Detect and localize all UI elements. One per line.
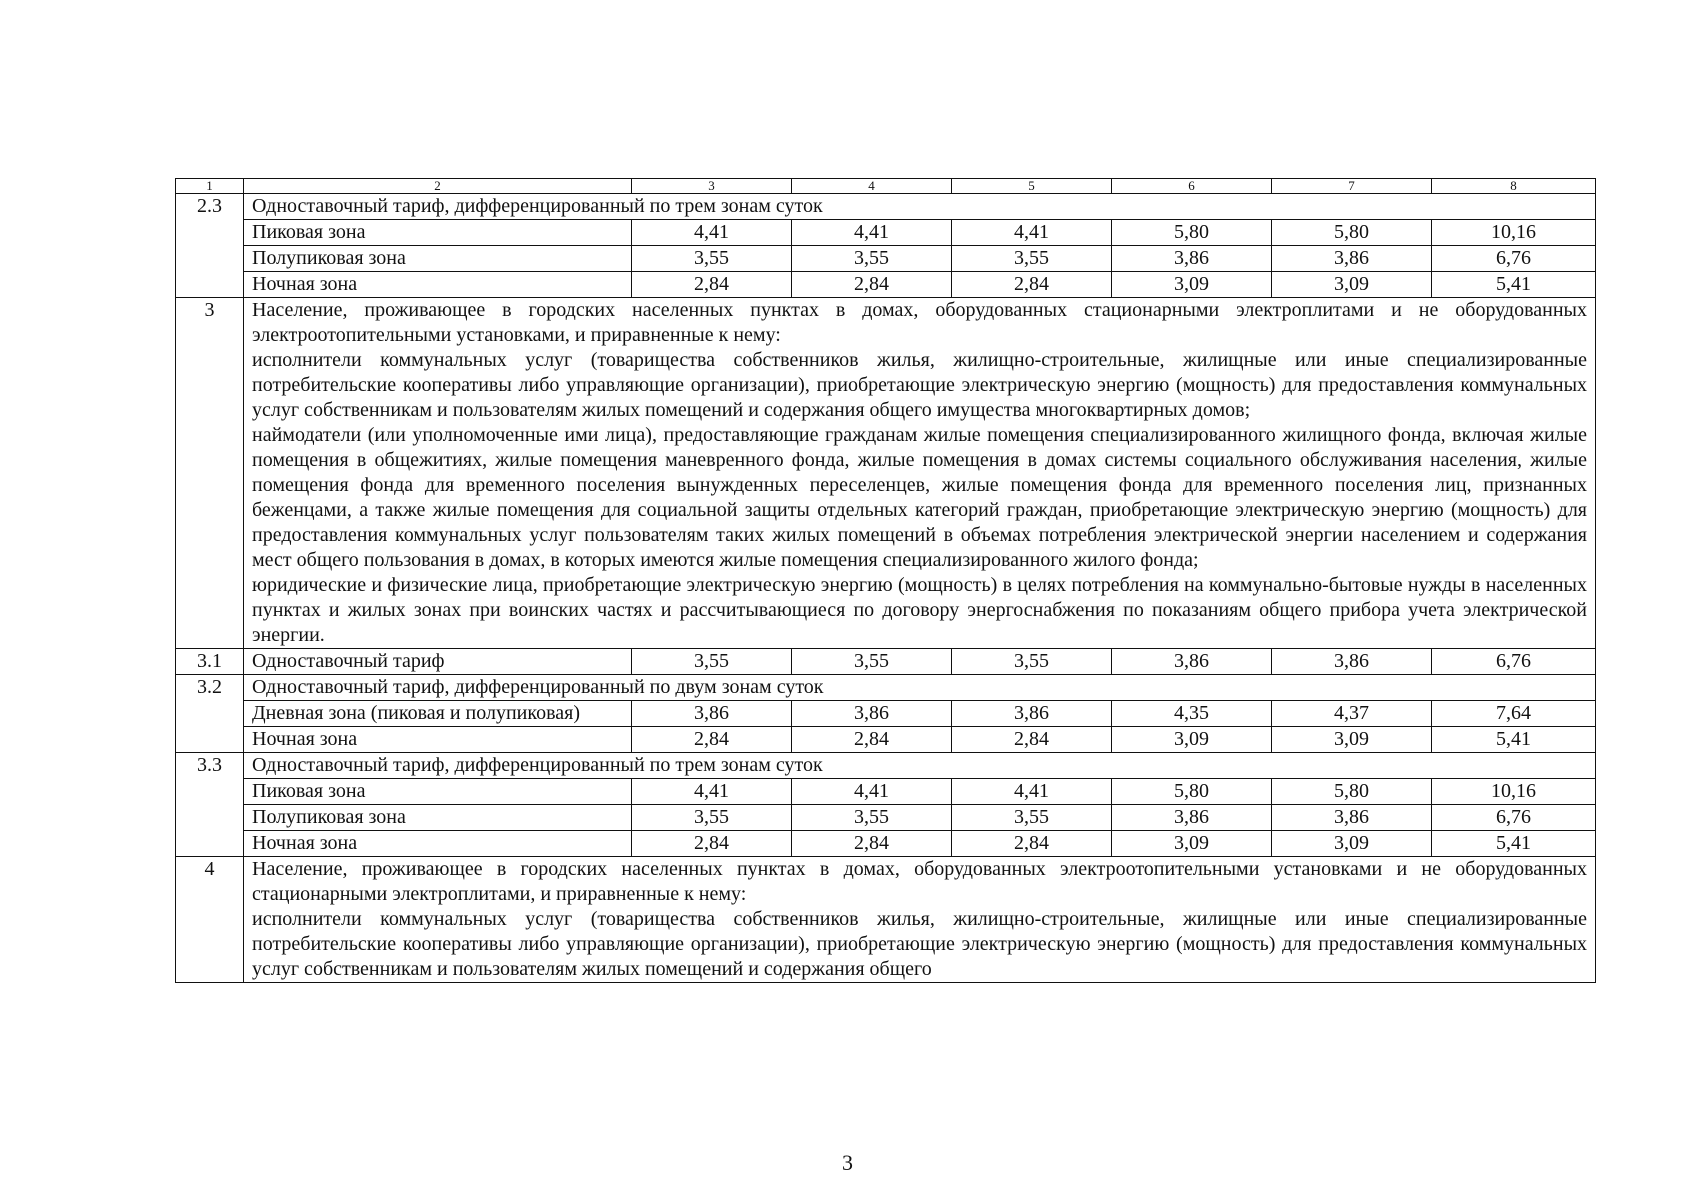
- table-row: [176, 220, 1596, 246]
- section-title: Одноставочный тариф, дифференцированный по трем зонам суток: [244, 753, 1596, 779]
- tariff-value: 4,37: [1272, 701, 1432, 727]
- column-number: 7: [1272, 179, 1432, 194]
- tariff-value: 3,55: [792, 805, 952, 831]
- section-number: 2.3: [176, 194, 244, 298]
- tariff-value: 4,41: [632, 220, 792, 246]
- section-title: Одноставочный тариф, дифференцированный по двум зонам суток: [244, 675, 1596, 701]
- section-description: [244, 857, 1596, 983]
- tariff-value: 3,09: [1112, 272, 1272, 298]
- page-number: 3: [842, 1150, 853, 1175]
- tariff-value: 4,41: [952, 779, 1112, 805]
- tariff-value: 3,86: [952, 701, 1112, 727]
- section-title-row: [176, 194, 1596, 220]
- tariff-value: 3,09: [1272, 272, 1432, 298]
- zone-label: Пиковая зона: [244, 779, 632, 805]
- tariff-value: 2,84: [632, 272, 792, 298]
- tariff-label: Одноставочный тариф: [244, 649, 632, 675]
- tariff-value: 3,86: [792, 701, 952, 727]
- column-number: 1: [176, 179, 244, 194]
- section-number: 4: [176, 857, 244, 983]
- tariff-value: 2,84: [952, 727, 1112, 753]
- tariff-value: 5,80: [1272, 220, 1432, 246]
- zone-label: Пиковая зона: [244, 220, 632, 246]
- tariff-value: 5,80: [1112, 779, 1272, 805]
- tariff-value: 3,55: [952, 805, 1112, 831]
- tariff-value: 3,55: [792, 246, 952, 272]
- column-number: 4: [792, 179, 952, 194]
- tariff-value: 3,09: [1112, 831, 1272, 857]
- zone-label: Ночная зона: [244, 727, 632, 753]
- tariff-value: 2,84: [792, 831, 952, 857]
- tariff-value: 10,16: [1432, 220, 1596, 246]
- zone-label: Дневная зона (пиковая и полупиковая): [244, 701, 632, 727]
- tariff-value: 2,84: [952, 272, 1112, 298]
- zone-label: Полупиковая зона: [244, 805, 632, 831]
- column-number: 5: [952, 179, 1112, 194]
- tariff-value: 5,41: [1432, 272, 1596, 298]
- table-row: [176, 246, 1596, 272]
- description-paragraph: Население, проживающее в городских населенных пунктах в домах, оборудованных электроотопительными установками и не оборудованных стационарными электроплитами, и приравненные к нему:: [252, 858, 1587, 905]
- tariff-value: 5,80: [1272, 779, 1432, 805]
- section-title-row: [176, 675, 1596, 701]
- section-description: [244, 298, 1596, 649]
- section-description-row: [176, 857, 1596, 983]
- tariff-value: 3,86: [1112, 649, 1272, 675]
- description-paragraph: исполнители коммунальных услуг (товарищества собственников жилья, жилищно-строительные, жилищные или иные специализированные потребительские кооперативы либо управляющие организации), приобретающие электрическую энергию (мощность) для предоставления коммунальных услуг собственникам и пользователям жилых помещений и содержания общего имущества многоквартирных домов;: [252, 349, 1587, 421]
- table-row: [176, 727, 1596, 753]
- tariff-value: 4,35: [1112, 701, 1272, 727]
- tariff-value: 2,84: [792, 727, 952, 753]
- column-number: 3: [632, 179, 792, 194]
- description-paragraph: юридические и физические лица, приобретающие электрическую энергию (мощность) в целях потребления на коммунально-бытовые нужды в населенных пунктах и жилых зонах при воинских частях и рассчитывающиеся по договору энергоснабжения по показаниям общего прибора учета электрической энергии.: [252, 574, 1587, 646]
- table-row: [176, 779, 1596, 805]
- tariff-value: 3,55: [792, 649, 952, 675]
- tariff-value: 6,76: [1432, 246, 1596, 272]
- table-row: [176, 649, 1596, 675]
- tariff-value: 4,41: [952, 220, 1112, 246]
- tariff-value: 4,41: [792, 220, 952, 246]
- table-row: [176, 805, 1596, 831]
- column-number: 6: [1112, 179, 1272, 194]
- tariff-value: 3,55: [632, 805, 792, 831]
- tariff-value: 3,86: [1272, 246, 1432, 272]
- tariff-value: 3,55: [632, 246, 792, 272]
- tariff-value: 3,55: [952, 246, 1112, 272]
- description-paragraph: наймодатели (или уполномоченные ими лица), предоставляющие гражданам жилые помещения специализированного жилищного фонда, включая жилые помещения в общежитиях, жилые помещения маневренного фонда, жилые помещения в домах системы социального обслуживания населения, жилые помещения фонда для временного поселения вынужденных переселенцев, жилые помещения фонда для временного поселения лиц, признанных беженцами, а также жилые помещения для социальной защиты отдельных категорий граждан, приобретающие электрическую энергию (мощность) для предоставления коммунальных услуг пользователям таких жилых помещений в объемах потребления электрической энергии населением и содержания мест общего пользования в домах, в которых имеются жилые помещения специализированного жилого фонда;: [252, 424, 1587, 571]
- tariff-value: 3,86: [1112, 246, 1272, 272]
- tariff-value: 5,41: [1432, 727, 1596, 753]
- column-number: 8: [1432, 179, 1596, 194]
- table-row: [176, 701, 1596, 727]
- column-number: 2: [244, 179, 632, 194]
- zone-label: Полупиковая зона: [244, 246, 632, 272]
- tariff-value: 3,09: [1272, 831, 1432, 857]
- column-number-row: [176, 179, 1596, 194]
- description-paragraph: исполнители коммунальных услуг (товарищества собственников жилья, жилищно-строительные, жилищные или иные специализированные потребительские кооперативы либо управляющие организации), приобретающие электрическую энергию (мощность) для предоставления коммунальных услуг собственникам и пользователям жилых помещений и содержания общего: [252, 908, 1587, 980]
- tariff-value: 2,84: [792, 272, 952, 298]
- tariff-value: 3,86: [1272, 805, 1432, 831]
- tariff-value: 10,16: [1432, 779, 1596, 805]
- zone-label: Ночная зона: [244, 272, 632, 298]
- tariff-value: 4,41: [632, 779, 792, 805]
- section-description-row: [176, 298, 1596, 649]
- tariff-value: 6,76: [1432, 805, 1596, 831]
- table-row: [176, 831, 1596, 857]
- tariff-value: 3,55: [952, 649, 1112, 675]
- tariff-value: 7,64: [1432, 701, 1596, 727]
- zone-label: Ночная зона: [244, 831, 632, 857]
- tariff-value: 2,84: [952, 831, 1112, 857]
- tariff-value: 4,41: [792, 779, 952, 805]
- tariff-value: 6,76: [1432, 649, 1596, 675]
- section-number: 3.2: [176, 675, 244, 753]
- tariff-value: 3,09: [1272, 727, 1432, 753]
- description-paragraph: Население, проживающее в городских населенных пунктах в домах, оборудованных стационарными электроплитами и не оборудованных электроотопительными установками, и приравненные к нему:: [252, 299, 1587, 346]
- section-number: 3.1: [176, 649, 244, 675]
- tariff-value: 2,84: [632, 727, 792, 753]
- table-row: [176, 272, 1596, 298]
- section-number: 3: [176, 298, 244, 649]
- tariff-value: 5,80: [1112, 220, 1272, 246]
- tariff-value: 3,86: [1112, 805, 1272, 831]
- section-title-row: [176, 753, 1596, 779]
- section-number: 3.3: [176, 753, 244, 857]
- tariff-table: [175, 178, 1596, 983]
- tariff-value: 3,86: [632, 701, 792, 727]
- tariff-value: 3,86: [1272, 649, 1432, 675]
- tariff-value: 3,09: [1112, 727, 1272, 753]
- tariff-value: 2,84: [632, 831, 792, 857]
- tariff-value: 3,55: [632, 649, 792, 675]
- tariff-value: 5,41: [1432, 831, 1596, 857]
- section-title: Одноставочный тариф, дифференцированный по трем зонам суток: [244, 194, 1596, 220]
